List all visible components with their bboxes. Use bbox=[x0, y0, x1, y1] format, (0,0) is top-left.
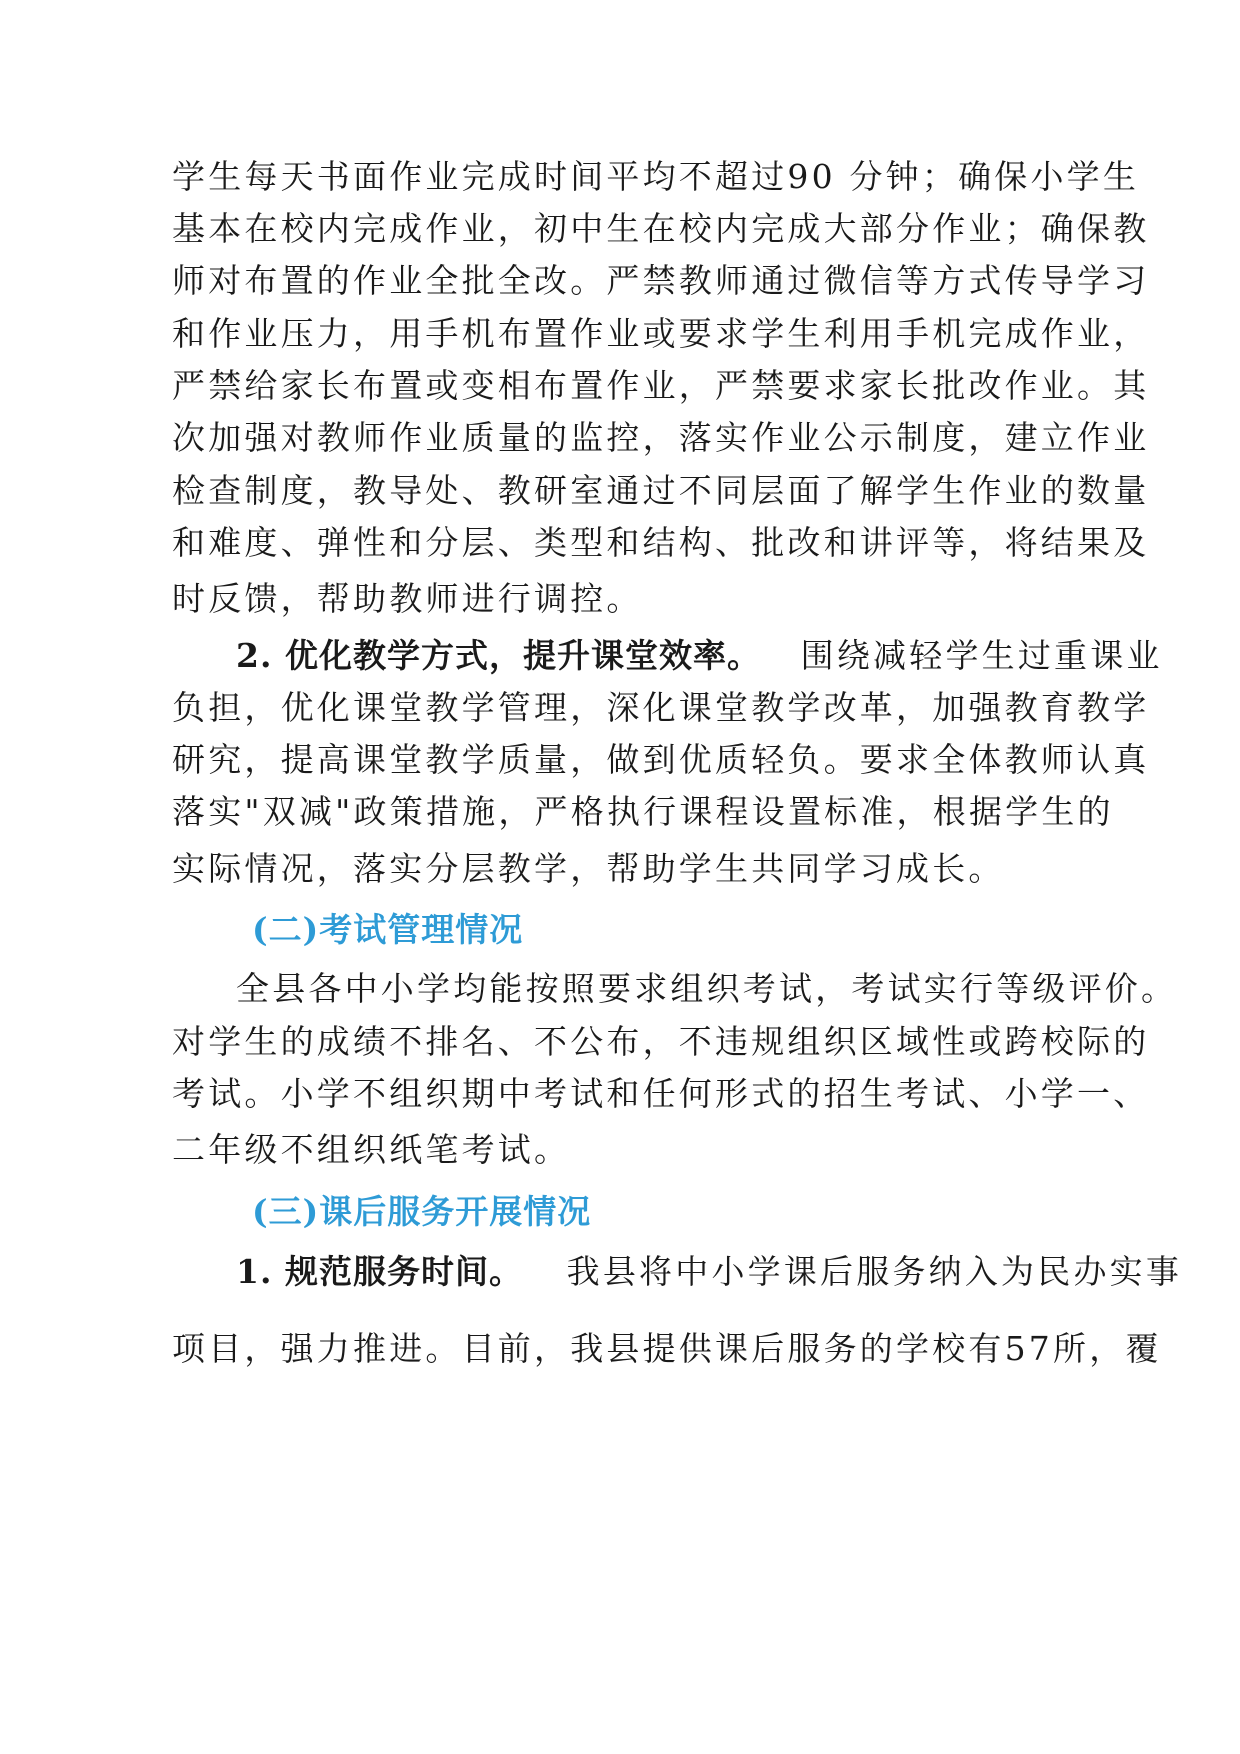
text-line: 严禁给家长布置或变相布置作业，严禁要求家长批改作业。其 bbox=[172, 366, 1150, 405]
text-line: 次加强对教师作业质量的监控，落实作业公示制度，建立作业 bbox=[172, 418, 1150, 457]
text-line bbox=[236, 1248, 1183, 1296]
text-run: 围绕减轻学生过重课业 bbox=[800, 636, 1163, 675]
text-line: 对学生的成绩不排名、不公布，不违规组织区域性或跨校际的 bbox=[172, 1022, 1150, 1061]
section-heading-exam: (二)考试管理情况 bbox=[252, 910, 524, 949]
text-line: 研究，提高课堂教学质量，做到优质轻负。要求全体教师认真 bbox=[172, 740, 1150, 779]
subsection-lead: 1. 规范服务时间。 bbox=[236, 1252, 523, 1291]
text-line: 学生每天书面作业完成时间平均不超过90 分钟；确保小学生 bbox=[172, 157, 1140, 196]
section-heading-afterschool: (三)课后服务开展情况 bbox=[252, 1192, 592, 1231]
text-line: 负担，优化课堂教学管理，深化课堂教学改革，加强教育教学 bbox=[172, 688, 1150, 727]
text-line bbox=[236, 632, 1163, 680]
text-line: 基本在校内完成作业，初中生在校内完成大部分作业；确保教 bbox=[172, 209, 1150, 248]
text-line: 师对布置的作业全批全改。严禁教师通过微信等方式传导学习 bbox=[172, 261, 1150, 300]
text-run: 我县将中小学课后服务纳入为民办实事 bbox=[566, 1252, 1183, 1291]
text-line: 实际情况，落实分层教学，帮助学生共同学习成长。 bbox=[172, 849, 1005, 888]
text-line: 时反馈，帮助教师进行调控。 bbox=[172, 579, 643, 618]
text-line: 二年级不组织纸笔考试。 bbox=[172, 1130, 571, 1169]
subsection-lead: 2. 优化教学方式，提升课堂效率。 bbox=[236, 636, 761, 675]
text-line: 落实"双减"政策措施，严格执行课程设置标准，根据学生的 bbox=[172, 792, 1114, 831]
text-line: 检查制度，教导处、教研室通过不同层面了解学生作业的数量 bbox=[172, 471, 1150, 510]
text-line: 项目，强力推进。目前，我县提供课后服务的学校有57所，覆 bbox=[172, 1329, 1162, 1368]
text-line: 和作业压力，用手机布置作业或要求学生利用手机完成作业， bbox=[172, 314, 1150, 353]
text-line: 考试。小学不组织期中考试和任何形式的招生考试、小学一、 bbox=[172, 1074, 1150, 1113]
text-line: 全县各中小学均能按照要求组织考试，考试实行等级评价。 bbox=[236, 969, 1178, 1008]
text-line: 和难度、弹性和分层、类型和结构、批改和讲评等，将结果及 bbox=[172, 523, 1150, 562]
